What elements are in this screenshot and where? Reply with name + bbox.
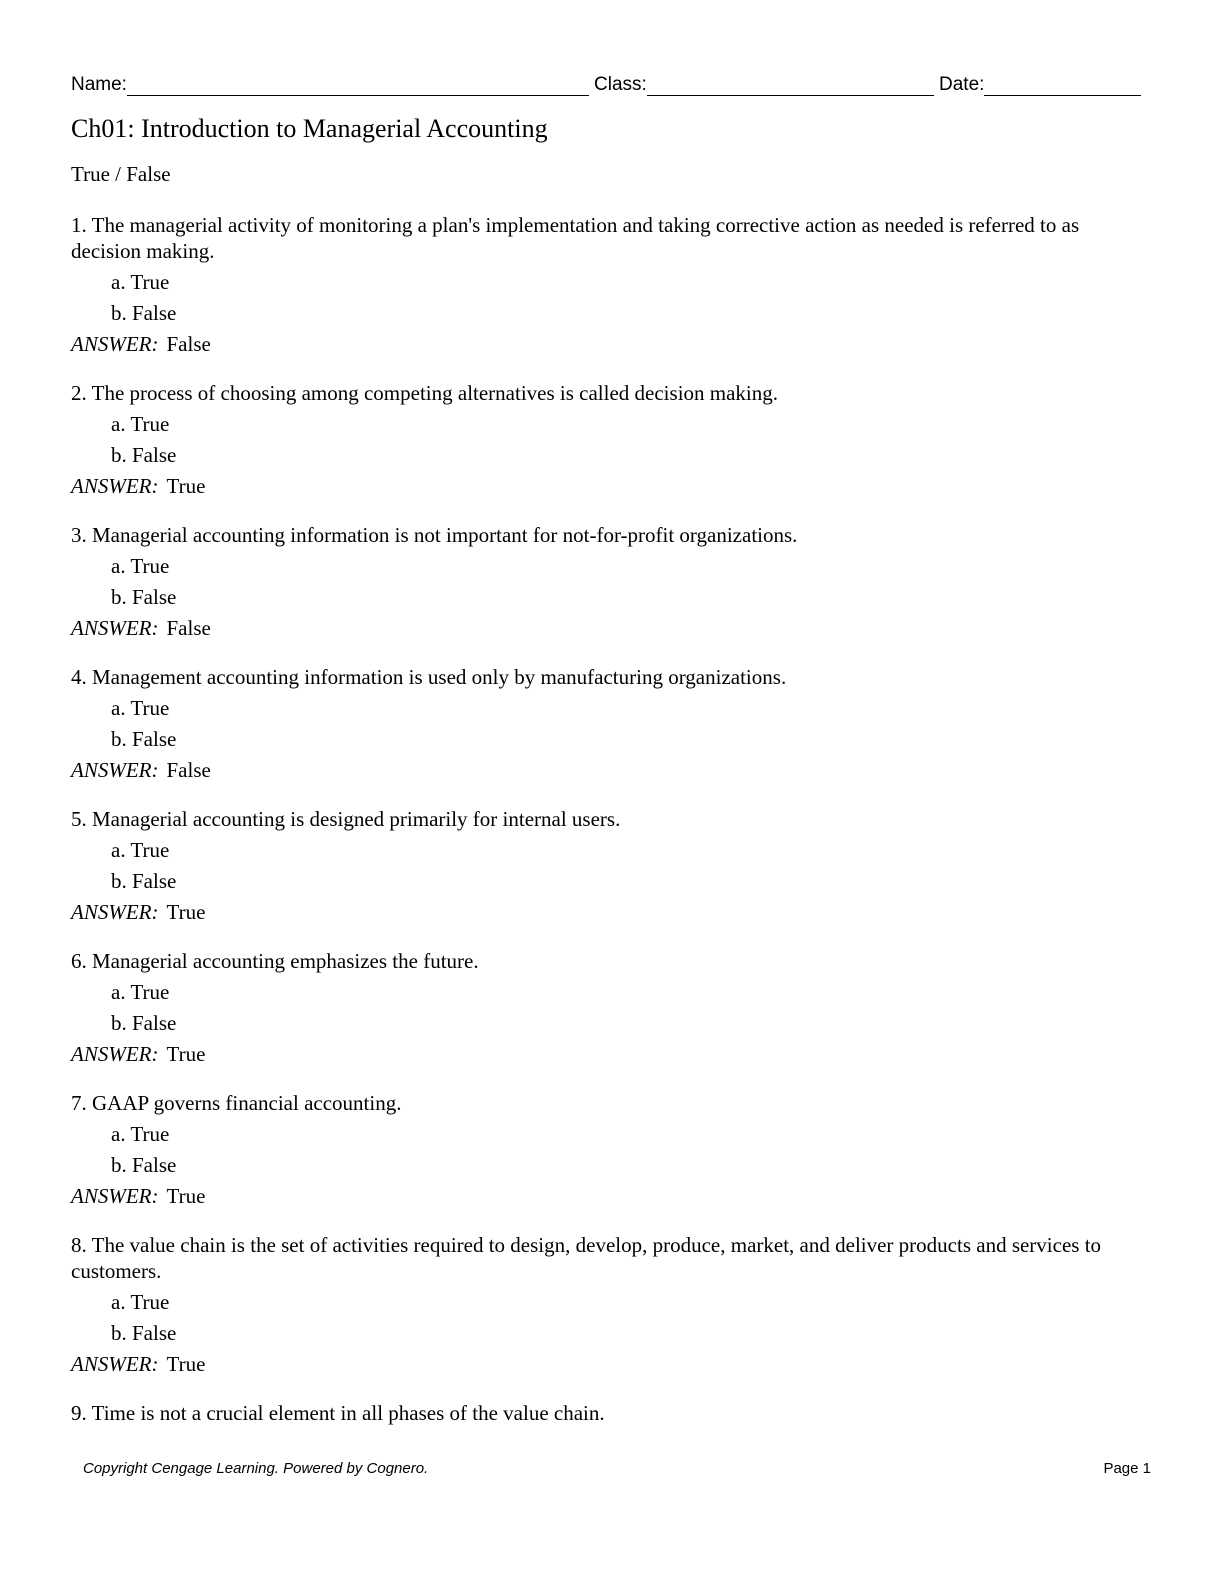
answer-option: b. False: [111, 1011, 177, 1035]
page-number: Page 1: [1103, 1460, 1151, 1477]
answer-label: ANSWER:: [71, 758, 159, 782]
answer-line: [71, 615, 1146, 641]
page-title: Ch01: Introduction to Managerial Accounting: [71, 114, 548, 143]
question-item: [71, 948, 1146, 1067]
class-blank-line[interactable]: [647, 73, 934, 96]
header: [71, 70, 1141, 98]
answer-line: [71, 899, 1146, 925]
question-item: [71, 380, 1146, 499]
answer-label: ANSWER:: [71, 1042, 159, 1066]
question-item: [71, 1400, 1146, 1426]
answer-value: True: [166, 900, 206, 924]
answer-option: a. True: [111, 838, 170, 862]
question-text: 3. Managerial accounting information is not important for not-for-profit organizations.: [71, 523, 798, 547]
answer-line: [71, 757, 1146, 783]
footer: [83, 1460, 1151, 1480]
question-item: [71, 664, 1146, 783]
answer-value: False: [166, 332, 211, 356]
answer-option: b. False: [111, 869, 177, 893]
answer-label: ANSWER:: [71, 900, 159, 924]
answer-option: b. False: [111, 443, 177, 467]
question-item: [71, 212, 1146, 357]
question-item: [71, 806, 1146, 925]
answer-value: True: [166, 1042, 206, 1066]
answer-option: a. True: [111, 1290, 170, 1314]
answer-line: [71, 473, 1146, 499]
answer-line: [71, 1183, 1146, 1209]
question-item: [71, 522, 1146, 641]
class-field[interactable]: [594, 70, 934, 96]
answer-label: ANSWER:: [71, 332, 159, 356]
answer-value: False: [166, 758, 211, 782]
answer-option: a. True: [111, 270, 170, 294]
answer-option: b. False: [111, 1153, 177, 1177]
answer-label: ANSWER:: [71, 1352, 159, 1376]
date-blank-line[interactable]: [984, 73, 1141, 96]
name-field[interactable]: [71, 70, 589, 96]
answer-label: ANSWER:: [71, 1184, 159, 1208]
answer-option: a. True: [111, 980, 170, 1004]
question-list: [71, 212, 1146, 1426]
answer-option: a. True: [111, 554, 170, 578]
copyright-text: Copyright Cengage Learning. Powered by Cognero.: [83, 1460, 429, 1477]
name-blank-line[interactable]: [127, 73, 589, 96]
answer-value: False: [166, 616, 211, 640]
date-label: Date:: [939, 74, 985, 95]
answer-option: a. True: [111, 412, 170, 436]
question-item: [71, 1232, 1146, 1377]
question-item: [71, 1090, 1146, 1209]
name-label: Name:: [71, 74, 127, 95]
answer-value: True: [166, 1184, 206, 1208]
answer-value: True: [166, 1352, 206, 1376]
answer-option: b. False: [111, 1321, 177, 1345]
section-heading: True / False: [71, 162, 171, 186]
answer-label: ANSWER:: [71, 616, 159, 640]
answer-option: b. False: [111, 585, 177, 609]
question-text: 1. The managerial activity of monitoring a plan's implementation and taking corrective action as needed is referred to as decision making.: [71, 213, 1080, 263]
date-field[interactable]: [939, 70, 1141, 96]
answer-option: a. True: [111, 696, 170, 720]
answer-option: b. False: [111, 727, 177, 751]
answer-line: [71, 331, 1146, 357]
answer-label: ANSWER:: [71, 474, 159, 498]
answer-line: [71, 1351, 1146, 1377]
question-text: 8. The value chain is the set of activities required to design, develop, produce, market, and deliver products and services to customers.: [71, 1233, 1102, 1283]
question-text: 4. Management accounting information is used only by manufacturing organizations.: [71, 665, 787, 689]
answer-value: True: [166, 474, 206, 498]
question-text: 2. The process of choosing among competing alternatives is called decision making.: [71, 381, 779, 405]
answer-option: b. False: [111, 301, 177, 325]
class-label: Class:: [594, 74, 647, 95]
answer-option: a. True: [111, 1122, 170, 1146]
question-text: 9. Time is not a crucial element in all phases of the value chain.: [71, 1401, 605, 1425]
question-text: 7. GAAP governs financial accounting.: [71, 1091, 402, 1115]
question-text: 6. Managerial accounting emphasizes the future.: [71, 949, 479, 973]
question-text: 5. Managerial accounting is designed primarily for internal users.: [71, 807, 621, 831]
answer-line: [71, 1041, 1146, 1067]
